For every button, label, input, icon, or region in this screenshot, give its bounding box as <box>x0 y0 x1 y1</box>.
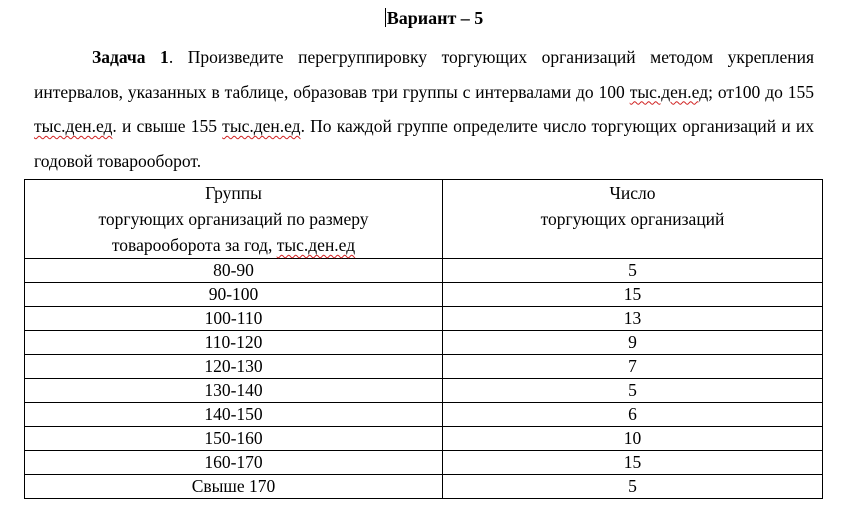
header-groups-line3-prefix: товарооборота за год, <box>111 235 277 255</box>
task-text-4: . По каждой группе определите число торгующих организаций и их годовой товарооборот. <box>34 116 814 171</box>
count-cell: 13 <box>443 307 823 331</box>
group-cell: 110-120 <box>25 331 443 355</box>
table-row <box>25 403 823 427</box>
table-row <box>25 451 823 475</box>
count-cell: 5 <box>443 379 823 403</box>
table-row <box>25 331 823 355</box>
count-cell: 15 <box>443 283 823 307</box>
group-cell: 80-90 <box>25 259 443 283</box>
group-cell: Свыше 170 <box>25 475 443 499</box>
task-text-3: . и свыше 155 <box>112 116 223 136</box>
task-label: Задача 1 <box>92 47 169 67</box>
header-groups-line3 <box>25 232 442 258</box>
group-cell: 100-110 <box>25 307 443 331</box>
count-cell: 9 <box>443 331 823 355</box>
task-text-1: . Произведите перегруппировку торгующих организаций методом укрепления интервалов, указанных в таблице, образовав три группы с интервалами до 100 <box>34 47 814 102</box>
spellcheck-unit-1: тыс.ден.ед <box>629 81 709 102</box>
table-row <box>25 379 823 403</box>
count-cell: 10 <box>443 427 823 451</box>
spellcheck-unit-2: тыс.ден.ед <box>34 116 113 136</box>
title-text: Вариант – 5 <box>386 8 484 28</box>
group-cell: 160-170 <box>25 451 443 475</box>
table-row <box>25 283 823 307</box>
header-count <box>443 180 823 259</box>
table-header-row <box>25 180 823 259</box>
count-cell: 6 <box>443 403 823 427</box>
document-title <box>0 8 868 29</box>
header-groups <box>25 180 443 259</box>
table-row <box>25 475 823 499</box>
spellcheck-unit-3: тыс.ден.ед <box>222 116 301 136</box>
count-cell: 15 <box>443 451 823 475</box>
table-row <box>25 259 823 283</box>
data-table <box>24 179 823 499</box>
text-cursor <box>385 8 386 27</box>
group-cell: 120-130 <box>25 355 443 379</box>
header-groups-line2: торгующих организаций по размеру <box>98 209 369 229</box>
group-cell: 90-100 <box>25 283 443 307</box>
group-cell: 150-160 <box>25 427 443 451</box>
group-cell: 140-150 <box>25 403 443 427</box>
table-row <box>25 307 823 331</box>
header-count-line1: Число <box>609 183 656 203</box>
header-groups-line1: Группы <box>205 183 262 203</box>
count-cell: 7 <box>443 355 823 379</box>
count-cell: 5 <box>443 475 823 499</box>
task-text-2: ; от100 до 155 <box>708 81 814 102</box>
group-cell: 130-140 <box>25 379 443 403</box>
header-count-line2: торгующих организаций <box>540 209 725 229</box>
table-row <box>25 427 823 451</box>
task-paragraph <box>34 40 814 178</box>
header-groups-unit: тыс.ден.ед <box>276 235 356 255</box>
table-row <box>25 355 823 379</box>
count-cell: 5 <box>443 259 823 283</box>
